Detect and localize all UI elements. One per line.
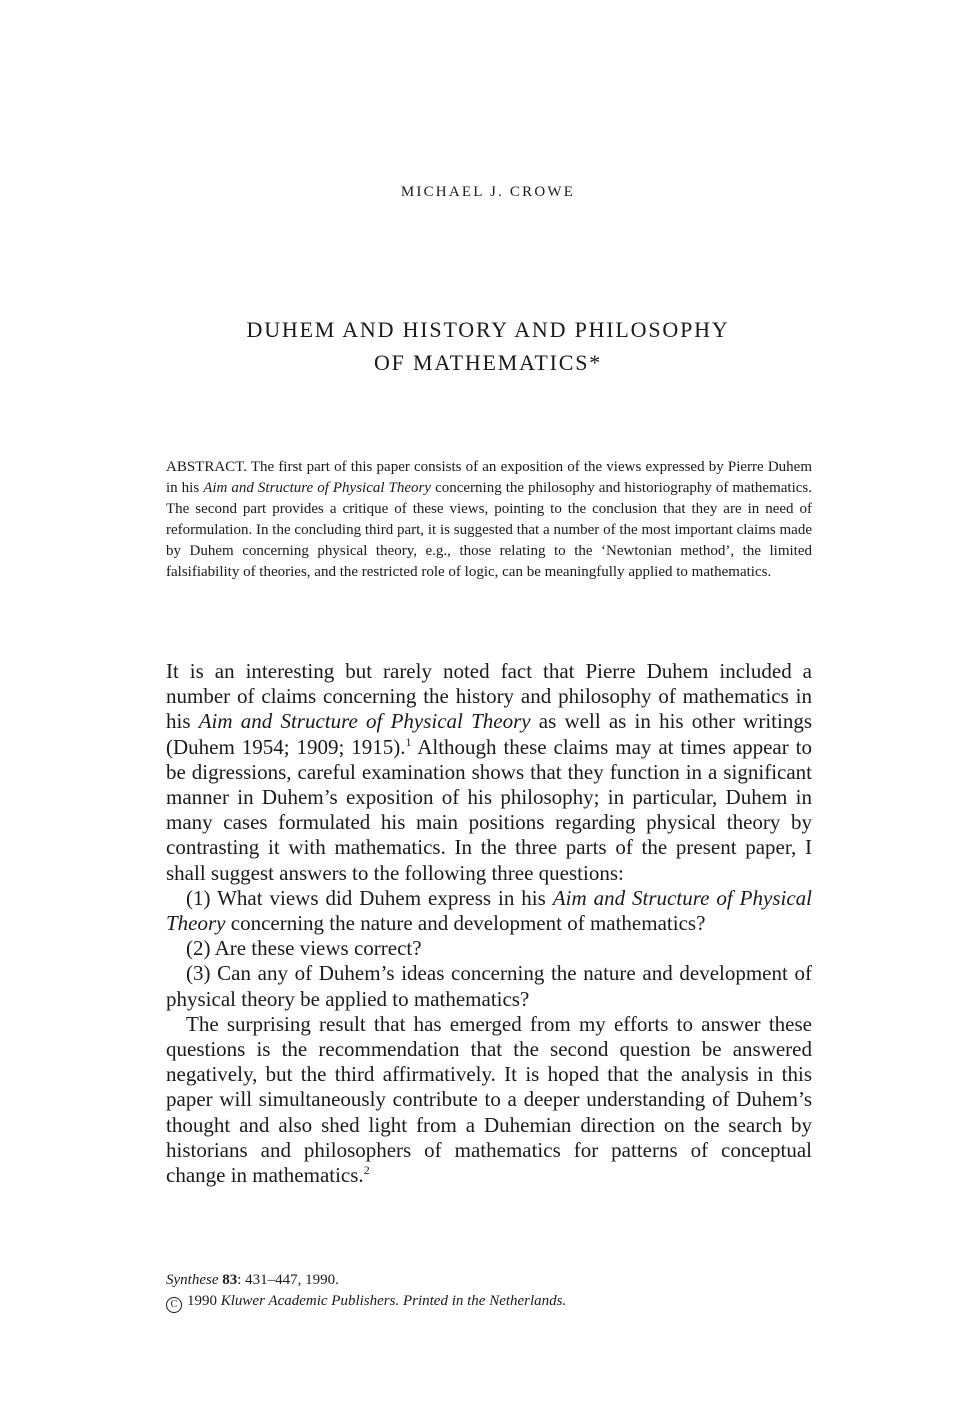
copyright-line — [166, 1291, 812, 1313]
copyright-year: 1990 — [187, 1293, 217, 1309]
abstract-text-1: The first part of this paper consists of an exposition of the views expressed by Pierre Duhem in his — [166, 459, 812, 496]
question-1 — [166, 886, 812, 936]
journal-volume: 83 — [222, 1272, 238, 1288]
publication-footer — [166, 1270, 812, 1313]
question-3: (3) Can any of Duhem’s ideas concerning the nature and development of physical theory be applied to mathematics? — [166, 961, 812, 1011]
result-text: The surprising result that has emerged from my efforts to answer these questions is the recommendation that the second question be answered negatively, but the third affirmatively. It is hoped that the analysis in this paper will simultaneously contribute to a deeper understanding of Duhem’s thought and also shed light from a Duhemian direction on the search by historians and philosophers of mathematics for patterns of conceptual change in mathematics. — [166, 1011, 812, 1188]
citation-line — [166, 1270, 812, 1291]
intro-text-1: It is an interesting but rarely noted fact that Pierre Duhem included a number of claims concerning the history and philosophy of mathematics in his — [166, 659, 812, 734]
journal-name: Synthese — [166, 1272, 219, 1288]
abstract-text-2: concerning the philosophy and historiography of mathematics. The second part provides a critique of these views, pointing to the conclusion that they are in need of reformulation. In the concluding third part, it is suggested that a number of the most important claims made by Duhem concerning physical theory, e.g., those relating to the ‘Newtonian method’, the limited falsifiability of theories, and the restricted role of logic, can be meaningfully applied to mathematics. — [166, 480, 812, 580]
publisher-name: Kluwer Academic Publishers. Printed in the Netherlands. — [220, 1293, 567, 1309]
footnote-ref-1: 1 — [405, 734, 412, 749]
footnote-ref-2: 2 — [363, 1163, 370, 1178]
intro-book-title: Aim and Structure of Physical Theory — [198, 709, 531, 734]
intro-text-3: Although these claims may at times appear to be digressions, careful examination shows that they function in a significant manner in Duhem’s exposition of his philosophy; in particular, Duhem in many cases formulated his main positions regarding physical theory by contrasting it with mathematics. In the three parts of the present paper, I shall suggest answers to the following three questions: — [166, 734, 812, 885]
title-line-2: OF MATHEMATICS* — [373, 350, 603, 375]
intro-paragraph — [166, 659, 812, 886]
question-1-text-2: concerning the nature and development of mathematics? — [225, 911, 706, 936]
abstract — [166, 457, 812, 583]
question-1-text-1: (1) What views did Duhem express in his — [186, 885, 553, 910]
question-2: (2) Are these views correct? — [186, 936, 422, 961]
title-line-1: DUHEM AND HISTORY AND PHILOSOPHY — [246, 317, 730, 342]
copyright-icon: C — [166, 1297, 182, 1313]
abstract-book-title: Aim and Structure of Physical Theory — [203, 480, 432, 496]
author-name: MICHAEL J. CROWE — [400, 184, 576, 200]
paper-title — [0, 313, 976, 379]
question-1-book-title: Aim and Structure of Physical Theory — [166, 885, 812, 936]
result-paragraph — [166, 1012, 812, 1188]
intro-text-2: as well as in his other writings (Duhem 1954; 1909; 1915). — [166, 709, 812, 759]
abstract-label: ABSTRACT. — [166, 459, 247, 475]
body-text — [166, 659, 812, 1188]
journal-pages: : 431–447, 1990. — [237, 1272, 339, 1288]
